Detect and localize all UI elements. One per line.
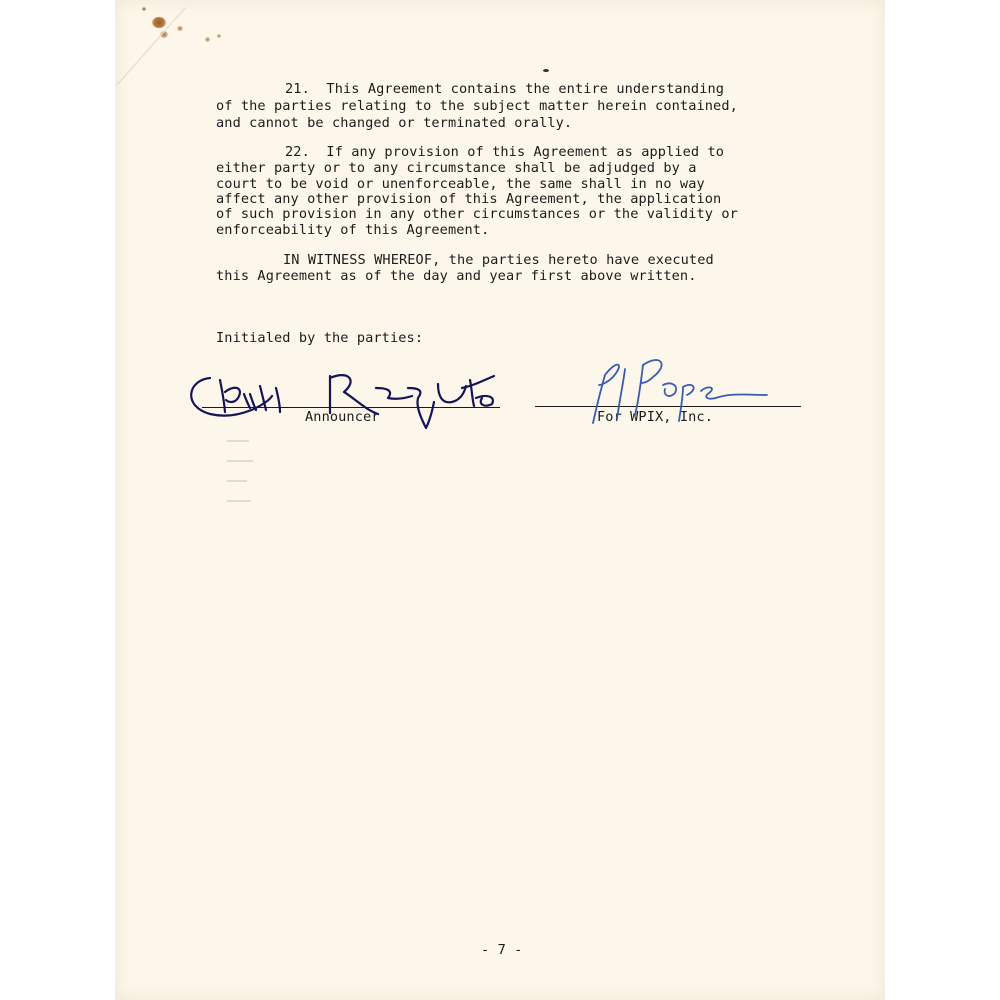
initialed-label: Initialed by the parties:	[216, 330, 424, 346]
rust-stain	[217, 34, 221, 38]
paragraph-22-line: of such provision in any other circumstances or the validity or	[216, 206, 738, 222]
page-number: - 7 -	[481, 942, 523, 958]
paragraph-21-line: 21. This Agreement contains the entire understanding	[285, 81, 725, 97]
witness-clause-line: this Agreement as of the day and year first above written.	[216, 268, 697, 284]
ink-speck	[543, 69, 549, 72]
paragraph-22-line: 22. If any provision of this Agreement as applied to	[285, 144, 725, 160]
left-handwritten-signature	[180, 358, 510, 438]
paragraph-21-line: of the parties relating to the subject matter herein contained,	[216, 98, 738, 114]
paper-crease	[115, 0, 195, 90]
paragraph-22-line: either party or to any circumstance shall be adjudged by a	[216, 160, 697, 176]
rust-stain	[205, 37, 210, 42]
announcer-caption: Announcer	[305, 409, 380, 425]
paragraph-22-line: affect any other provision of this Agreement, the application	[216, 191, 722, 207]
bleed-through-marks	[227, 440, 255, 530]
right-handwritten-signature	[583, 355, 783, 435]
paragraph-22-line: court to be void or unenforceable, the same shall in no way	[216, 176, 705, 192]
paragraph-21-line: and cannot be changed or terminated orally.	[216, 115, 573, 131]
wpix-caption: For WPIX, Inc.	[597, 409, 713, 425]
witness-clause-line: IN WITNESS WHEREOF, the parties hereto have executed	[283, 252, 714, 268]
document-page	[115, 0, 885, 1000]
paragraph-22-line: enforceability of this Agreement.	[216, 222, 490, 238]
